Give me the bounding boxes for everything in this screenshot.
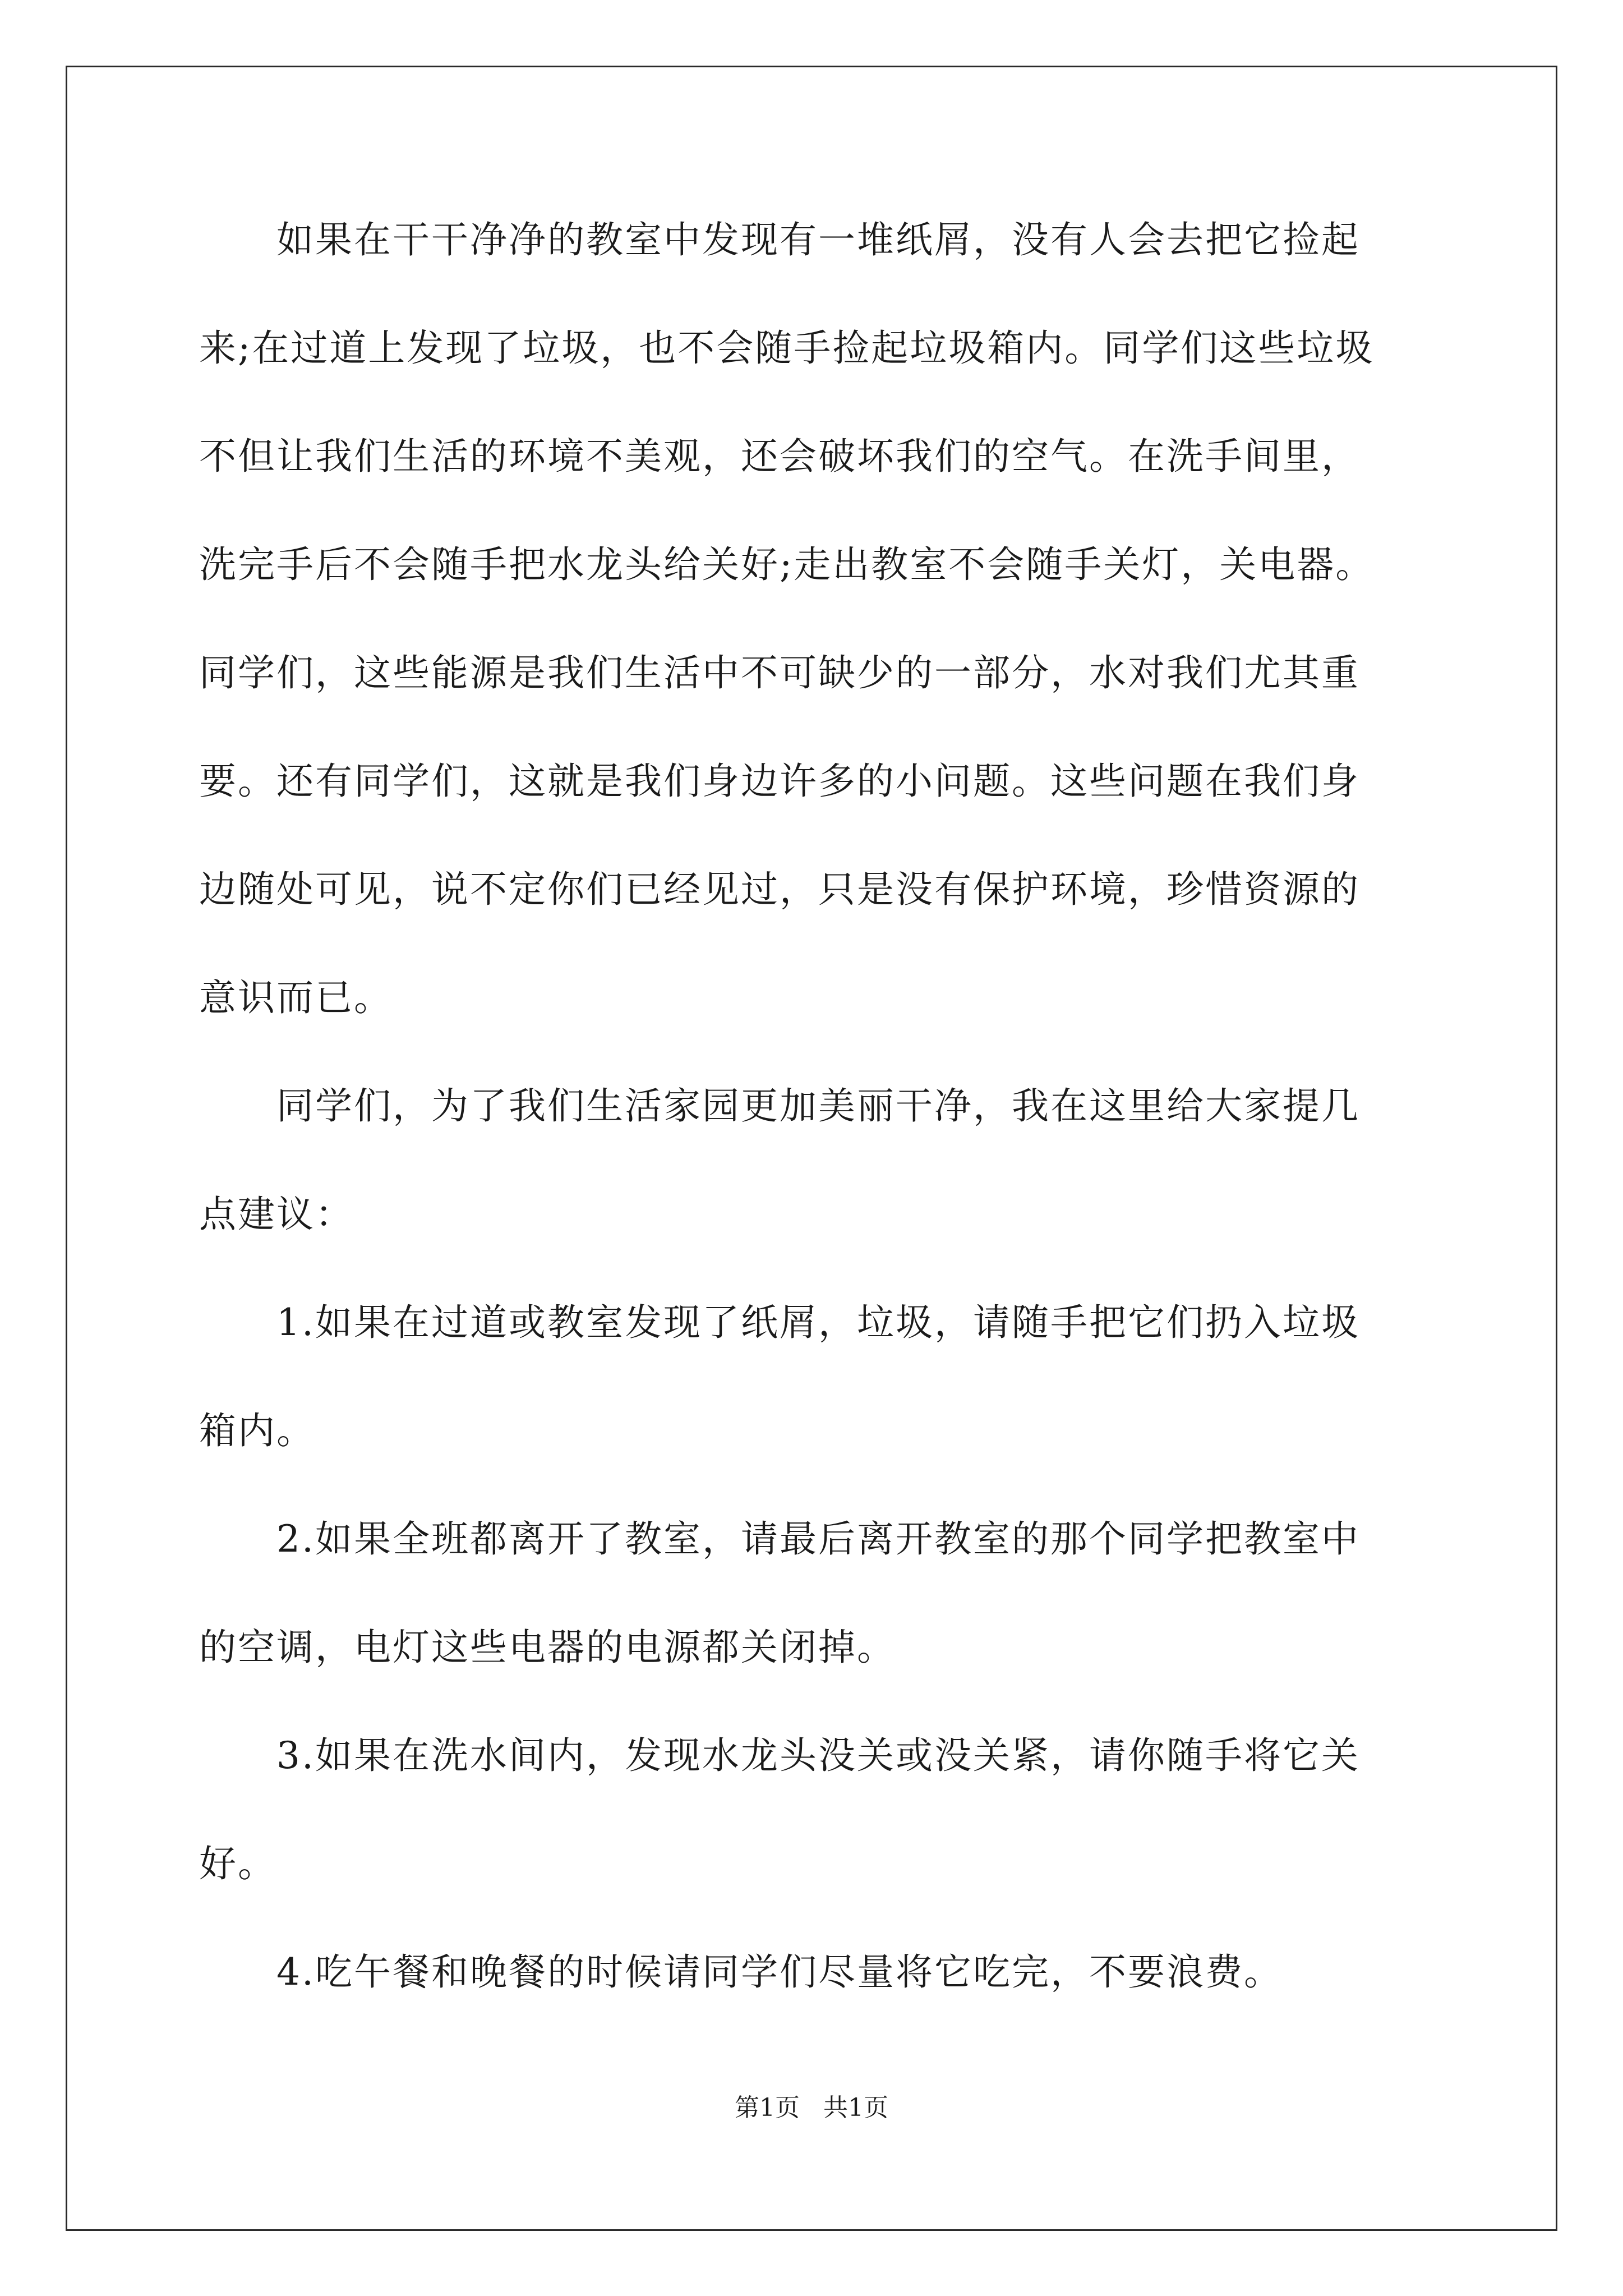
text-line: 1.如果在过道或教室发现了纸屑，垃圾，请随手把它们扔入垃圾 [276,1301,1360,1344]
text-line: 边随处可见，说不定你们已经见过，只是没有保护环境，珍惜资源的 [199,868,1360,911]
paragraph-intro-suggestions [199,1084,1461,1300]
text-line: 不但让我们生活的环境不美观，还会破坏我们的空气。在洗手间里， [199,435,1360,478]
page-number-footer: 第1页 共1页 [735,2093,888,2122]
text-line: 2.如果全班都离开了教室，请最后离开教室的那个同学把教室中 [276,1517,1360,1561]
text-line: 来;在过道上发现了垃圾，也不会随手捡起垃圾箱内。同学们这些垃圾 [199,326,1375,370]
text-line: 意识而已。 [199,976,393,1019]
text-line: 同学们，为了我们生活家园更加美丽干净，我在这里给大家提几 [276,1084,1360,1128]
text-line: 洗完手后不会随手把水龙头给关好;走出教室不会随手关灯，关电器。 [199,543,1375,586]
text-line: 的空调，电灯这些电器的电源都关闭掉。 [199,1626,896,1669]
suggestion-item-3 [199,1733,1461,1950]
suggestion-item-1 [199,1300,1461,1517]
text-line: 如果在干干净净的教室中发现有一堆纸屑，没有人会去把它捡起 [276,218,1360,261]
text-line: 要。还有同学们，这就是我们身边许多的小问题。这些问题在我们身 [199,760,1360,803]
text-line: 同学们，这些能源是我们生活中不可缺少的一部分，水对我们尤其重 [199,651,1360,694]
text-line: 好。 [199,1842,276,1885]
text-line: 箱内。 [199,1409,315,1452]
suggestion-item-4 [199,1950,1461,2058]
text-line: 点建议： [199,1193,354,1236]
text-line: 3.如果在洗水间内，发现水龙头没关或没关紧，请你随手将它关 [276,1734,1360,1777]
paragraph-problems [199,218,1461,1084]
document-body [199,218,1461,2058]
suggestion-item-2 [199,1517,1461,1733]
text-line: 4.吃午餐和晚餐的时候请同学们尽量将它吃完，不要浪费。 [276,1950,1283,1994]
